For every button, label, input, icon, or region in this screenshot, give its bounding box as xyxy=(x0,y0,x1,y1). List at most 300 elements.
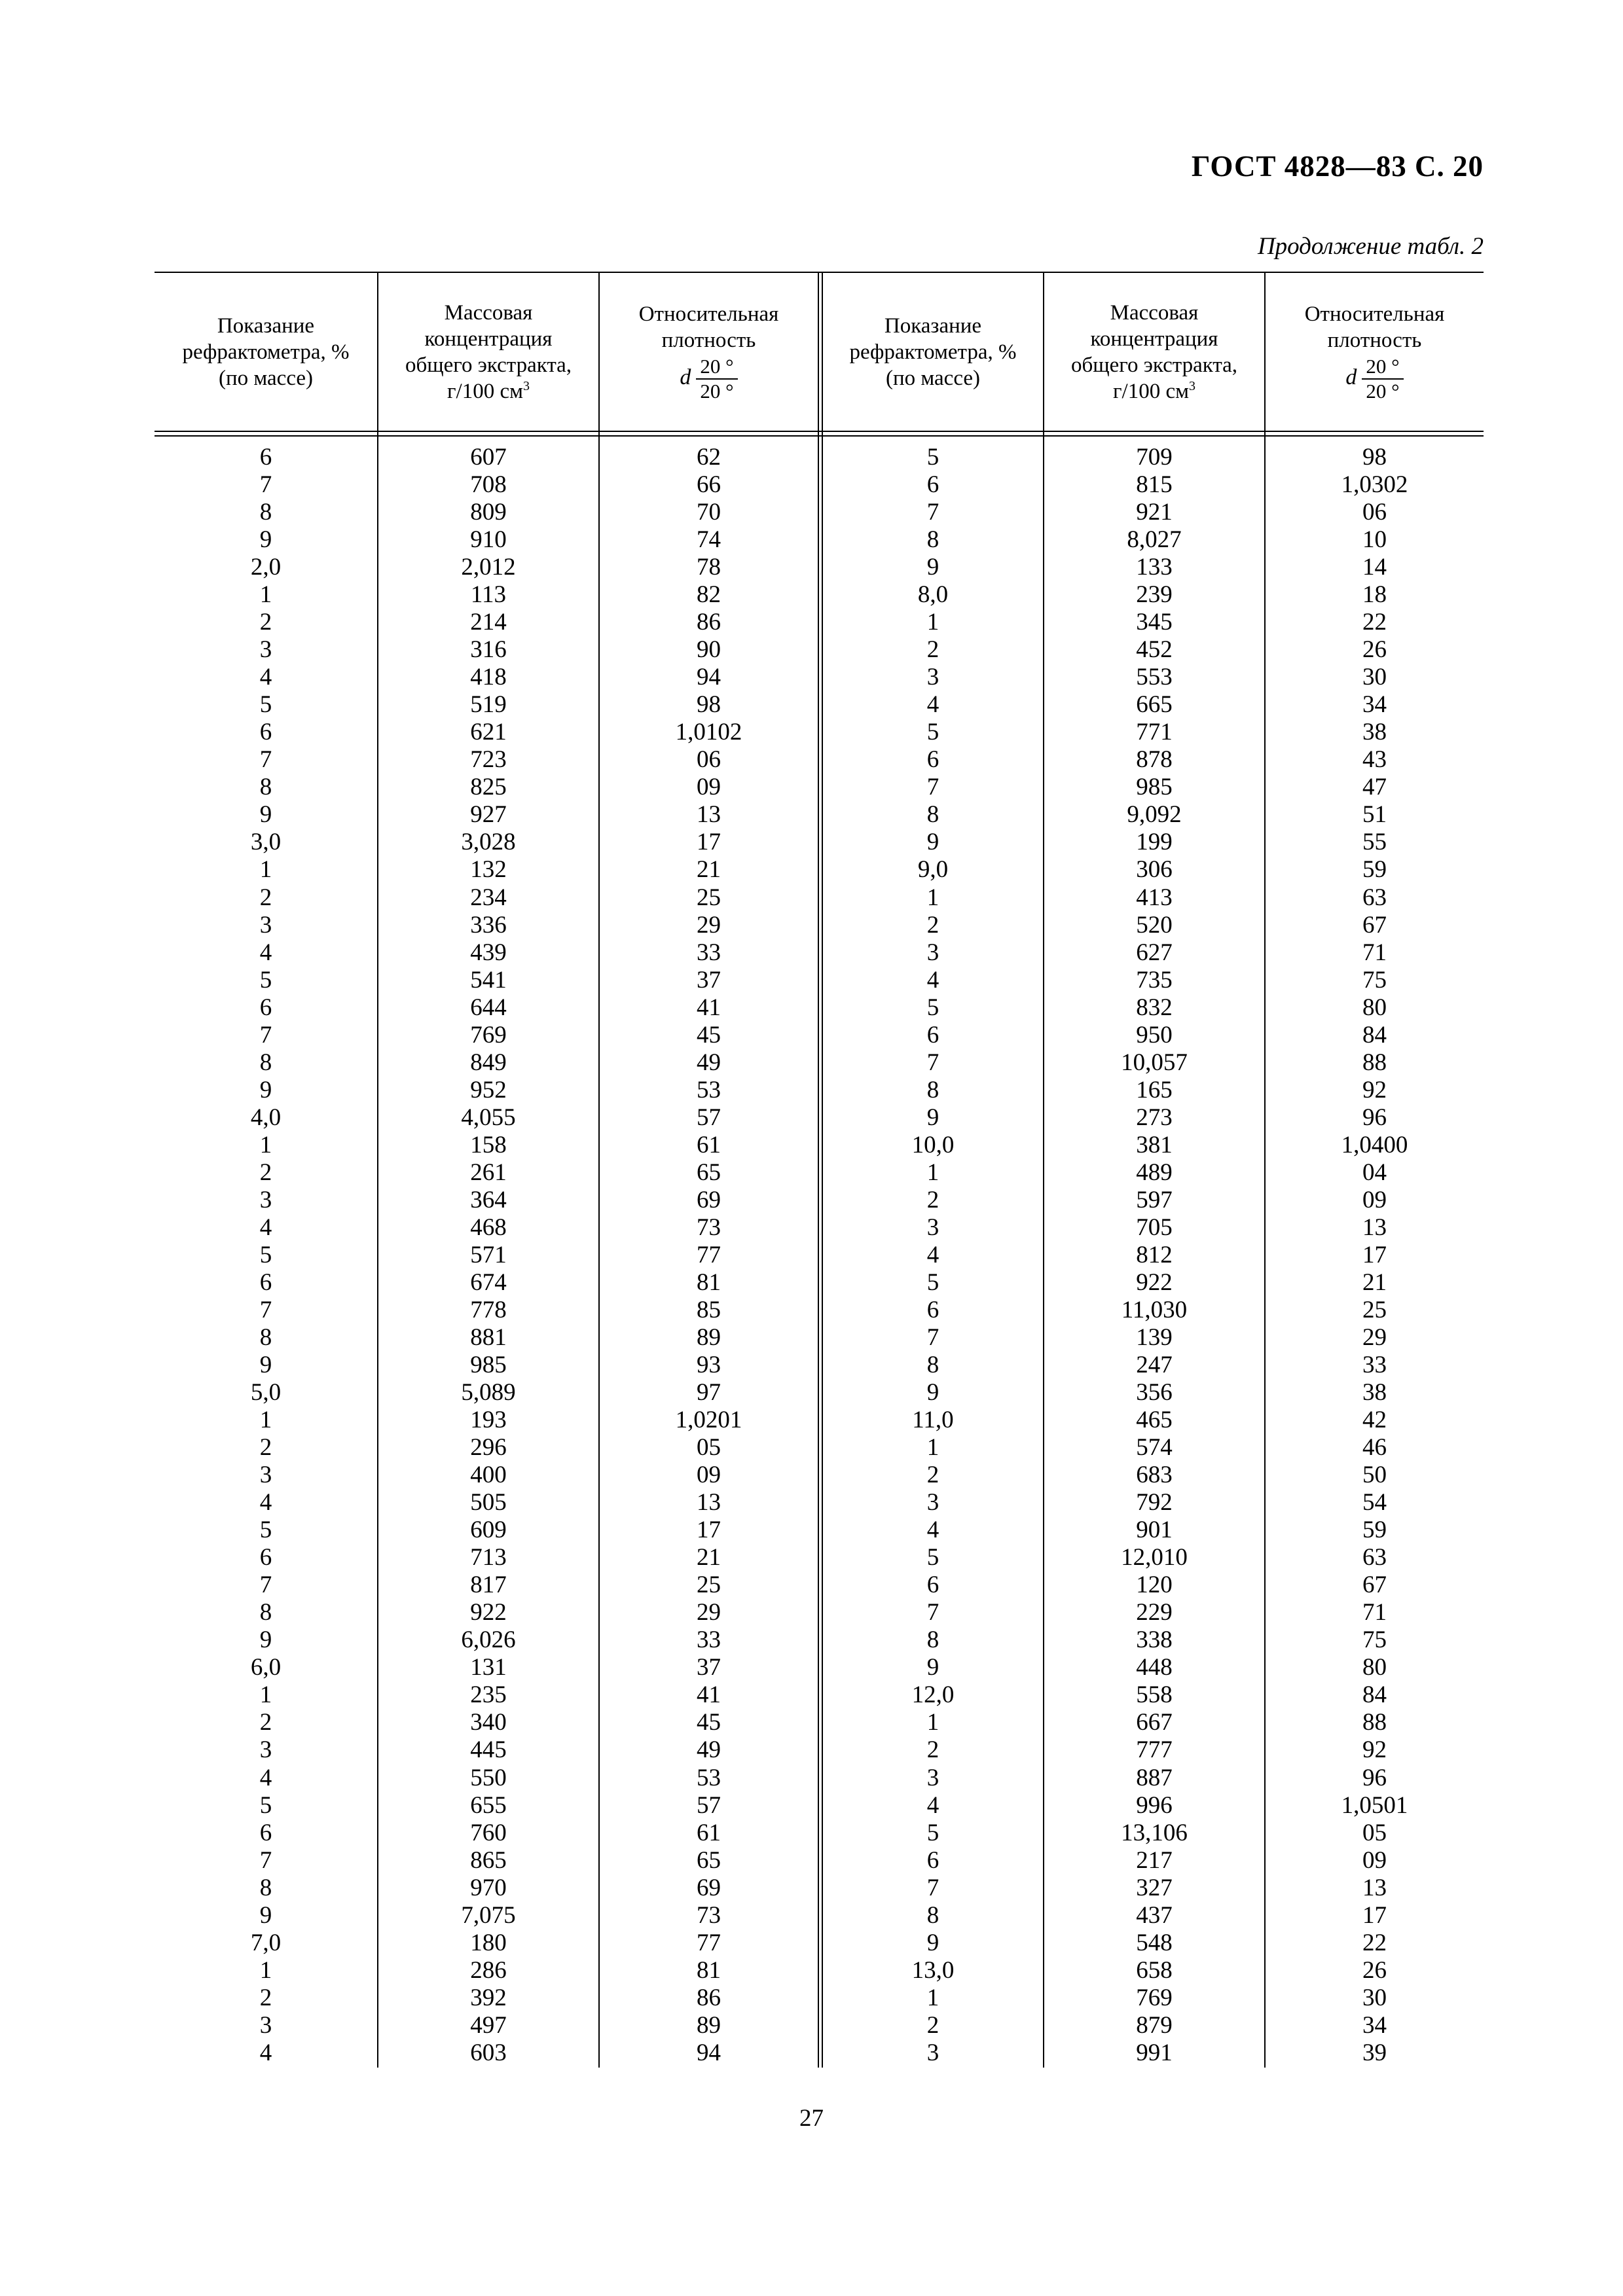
table-cell: 1,0400 xyxy=(1341,1131,1408,1158)
table-cell: 1 xyxy=(259,581,272,609)
table-cell: 26 xyxy=(1362,636,1387,664)
table-cell: 10,0 xyxy=(911,1131,955,1158)
table-cell: 84 xyxy=(1362,1021,1387,1049)
table-cell: 887 xyxy=(1136,1764,1173,1791)
table-cell: 55 xyxy=(1362,829,1387,856)
table-cell: 7 xyxy=(259,1571,272,1599)
table-cell: 2 xyxy=(259,884,272,911)
table-cell: 45 xyxy=(697,1709,721,1736)
table-cell: 71 xyxy=(1362,1599,1387,1626)
header-line: Относительная xyxy=(638,302,779,326)
table-cell: 29 xyxy=(1362,1324,1387,1351)
table-cell: 815 xyxy=(1136,471,1173,499)
header-line: рефрактометра, % xyxy=(182,340,350,364)
table-cell: 77 xyxy=(697,1929,721,1956)
table-cell: 4 xyxy=(926,691,939,719)
table-cell: 229 xyxy=(1136,1599,1173,1626)
table-cell: 2 xyxy=(259,1158,272,1186)
density-table xyxy=(155,272,1484,2068)
table-cell: 14 xyxy=(1362,554,1387,581)
document-title: ГОСТ 4828—83 С. 20 xyxy=(1191,150,1484,183)
table-cell: 30 xyxy=(1362,664,1387,691)
table-cell: 9 xyxy=(259,1352,272,1379)
table-cell: 33 xyxy=(697,1626,721,1654)
table-cell: 910 xyxy=(470,526,507,554)
table-cell: 29 xyxy=(697,1599,721,1626)
table-cell: 7,075 xyxy=(461,1901,516,1929)
table-cell: 413 xyxy=(1136,884,1173,911)
table-cell: 8 xyxy=(259,499,272,526)
table-cell: 952 xyxy=(470,1076,507,1103)
table-cell: 4 xyxy=(926,1791,939,1819)
table-cell: 418 xyxy=(470,664,507,691)
column-density-right xyxy=(1266,444,1484,2067)
table-cell: 7 xyxy=(926,499,939,526)
table-cell: 90 xyxy=(697,636,721,664)
table-cell: 25 xyxy=(697,1571,721,1599)
table-cell: 6 xyxy=(259,1268,272,1296)
table-cell: 683 xyxy=(1136,1462,1173,1489)
table-cell: 792 xyxy=(1136,1489,1173,1516)
table-cell: 452 xyxy=(1136,636,1173,664)
table-cell: 812 xyxy=(1136,1241,1173,1268)
table-cell: 1 xyxy=(259,1131,272,1158)
table-cell: 54 xyxy=(1362,1489,1387,1516)
table-cell: 927 xyxy=(470,801,507,829)
table-cell: 3 xyxy=(926,1489,939,1516)
table-cell: 70 xyxy=(697,499,721,526)
table-cell: 1,0201 xyxy=(675,1407,742,1434)
table-cell: 832 xyxy=(1136,994,1173,1021)
table-cell: 29 xyxy=(697,911,721,939)
table-cell: 1 xyxy=(259,856,272,884)
table-cell: 621 xyxy=(470,719,507,746)
table-cell: 520 xyxy=(1136,911,1173,939)
center-divider-left xyxy=(818,272,819,2068)
table-cell: 84 xyxy=(1362,1681,1387,1709)
table-cell: 09 xyxy=(1362,1186,1387,1213)
fraction-denominator: 20 ° xyxy=(1366,379,1400,403)
table-cell: 247 xyxy=(1136,1352,1173,1379)
table-cell: 26 xyxy=(1362,1956,1387,1984)
table-cell: 627 xyxy=(1136,939,1173,966)
table-cell: 922 xyxy=(470,1599,507,1626)
table-cell: 06 xyxy=(697,746,721,774)
table-cell: 22 xyxy=(1362,609,1387,636)
table-cell: 75 xyxy=(1362,1626,1387,1654)
table-cell: 17 xyxy=(1362,1241,1387,1268)
table-cell: 13,0 xyxy=(911,1956,955,1984)
unit-text: г/100 см xyxy=(447,379,523,403)
table-cell: 8 xyxy=(259,1049,272,1076)
table-cell: 6 xyxy=(259,1819,272,1846)
table-cell: 34 xyxy=(1362,2011,1387,2039)
table-cell: 865 xyxy=(470,1846,507,1874)
table-cell: 708 xyxy=(470,471,507,499)
table-cell: 3 xyxy=(259,636,272,664)
table-cell: 9 xyxy=(926,1654,939,1681)
table-cell: 8 xyxy=(926,1626,939,1654)
fraction-numerator: 20 ° xyxy=(1362,355,1403,380)
table-cell: 541 xyxy=(470,966,507,994)
table-cell: 345 xyxy=(1136,609,1173,636)
column-density-left xyxy=(600,444,818,2067)
table-cell: 7 xyxy=(926,1049,939,1076)
table-cell: 392 xyxy=(470,1984,507,2011)
table-cell: 69 xyxy=(697,1186,721,1213)
table-cell: 5 xyxy=(259,966,272,994)
table-cell: 42 xyxy=(1362,1407,1387,1434)
table-cell: 4 xyxy=(259,1213,272,1241)
table-cell: 2,0 xyxy=(250,554,282,581)
table-cell: 09 xyxy=(697,774,721,801)
table-cell: 5 xyxy=(259,691,272,719)
table-cell: 7 xyxy=(259,1296,272,1323)
table-cell: 505 xyxy=(470,1489,507,1516)
table-cell: 996 xyxy=(1136,1791,1173,1819)
table-cell: 4,055 xyxy=(461,1103,516,1131)
table-cell: 89 xyxy=(697,1324,721,1351)
table-cell: 296 xyxy=(470,1434,507,1462)
page-number: 27 xyxy=(799,2105,824,2132)
table-cell: 34 xyxy=(1362,691,1387,719)
table-cell: 13 xyxy=(697,801,721,829)
table-cell: 336 xyxy=(470,911,507,939)
table-cell: 71 xyxy=(1362,939,1387,966)
unit-superscript: 3 xyxy=(1188,378,1195,393)
table-cell: 2 xyxy=(926,2011,939,2039)
table-cell: 9 xyxy=(926,1929,939,1956)
table-cell: 878 xyxy=(1136,746,1173,774)
table-cell: 10 xyxy=(1362,526,1387,554)
table-cell: 53 xyxy=(697,1764,721,1791)
table-cell: 713 xyxy=(470,1544,507,1571)
table-cell: 1,0102 xyxy=(675,719,742,746)
table-cell: 69 xyxy=(697,1874,721,1901)
table-cell: 13,106 xyxy=(1121,1819,1188,1846)
table-cell: 61 xyxy=(697,1131,721,1158)
table-cell: 400 xyxy=(470,1462,507,1489)
table-cell: 8 xyxy=(259,1874,272,1901)
table-cell: 49 xyxy=(697,1736,721,1764)
table-cell: 17 xyxy=(697,829,721,856)
table-cell: 94 xyxy=(697,2039,721,2066)
table-cell: 5 xyxy=(926,444,939,471)
table-cell: 94 xyxy=(697,664,721,691)
table-cell: 43 xyxy=(1362,746,1387,774)
table-cell: 5,0 xyxy=(250,1379,282,1407)
table-cell: 286 xyxy=(470,1956,507,1984)
table-cell: 306 xyxy=(1136,856,1173,884)
density-symbol: d xyxy=(1345,365,1357,389)
table-cell: 2 xyxy=(926,1186,939,1213)
table-cell: 3 xyxy=(259,1736,272,1764)
table-cell: 607 xyxy=(470,444,507,471)
table-cell: 445 xyxy=(470,1736,507,1764)
table-cell: 6 xyxy=(259,994,272,1021)
table-cell: 38 xyxy=(1362,1379,1387,1407)
table-cell: 3 xyxy=(259,2011,272,2039)
table-cell: 5,089 xyxy=(461,1379,516,1407)
table-cell: 6,0 xyxy=(250,1654,282,1681)
header-line: рефрактометра, % xyxy=(849,340,1017,364)
table-cell: 7 xyxy=(259,471,272,499)
table-cell: 05 xyxy=(697,1434,721,1462)
table-cell: 74 xyxy=(697,526,721,554)
table-cell: 30 xyxy=(1362,1984,1387,2011)
table-cell: 73 xyxy=(697,1901,721,1929)
table-cell: 1,0302 xyxy=(1341,471,1408,499)
table-cell: 8 xyxy=(926,1352,939,1379)
table-cell: 6 xyxy=(926,1021,939,1049)
table-cell: 98 xyxy=(1362,444,1387,471)
table-cell: 217 xyxy=(1136,1846,1173,1874)
table-cell: 2 xyxy=(926,1736,939,1764)
table-cell: 1 xyxy=(926,884,939,911)
table-cell: 817 xyxy=(470,1571,507,1599)
table-cell: 1 xyxy=(926,1984,939,2011)
table-cell: 21 xyxy=(1362,1268,1387,1296)
table-cell: 8 xyxy=(259,1599,272,1626)
header-refractometer-right xyxy=(823,272,1043,432)
table-cell: 235 xyxy=(470,1681,507,1709)
table-cell: 9 xyxy=(926,554,939,581)
density-formula xyxy=(1345,355,1403,403)
table-cell: 437 xyxy=(1136,1901,1173,1929)
density-fraction xyxy=(696,355,737,403)
header-refractometer-left xyxy=(155,272,377,432)
table-cell: 6 xyxy=(259,444,272,471)
table-cell: 45 xyxy=(697,1021,721,1049)
table-cell: 3 xyxy=(926,2039,939,2066)
table-cell: 644 xyxy=(470,994,507,1021)
table-cell: 73 xyxy=(697,1213,721,1241)
table-cell: 133 xyxy=(1136,554,1173,581)
table-cell: 7 xyxy=(926,1874,939,1901)
header-line-unit xyxy=(1113,378,1195,404)
table-cell: 13 xyxy=(1362,1874,1387,1901)
table-cell: 2 xyxy=(259,1709,272,1736)
header-line: плотность xyxy=(661,328,756,352)
table-cell: 132 xyxy=(470,856,507,884)
table-cell: 1 xyxy=(926,1709,939,1736)
table-cell: 49 xyxy=(697,1049,721,1076)
fraction-denominator: 20 ° xyxy=(700,379,734,403)
table-cell: 2 xyxy=(259,1434,272,1462)
table-cell: 5 xyxy=(926,994,939,1021)
table-cell: 4 xyxy=(259,664,272,691)
table-cell: 62 xyxy=(697,444,721,471)
table-cell: 519 xyxy=(470,691,507,719)
table-cell: 65 xyxy=(697,1158,721,1186)
table-cell: 2 xyxy=(926,636,939,664)
table-cell: 46 xyxy=(1362,1434,1387,1462)
table-cell: 6 xyxy=(259,1544,272,1571)
table-cell: 11,030 xyxy=(1121,1296,1188,1323)
density-symbol: d xyxy=(680,365,691,389)
table-cell: 6 xyxy=(926,746,939,774)
table-cell: 849 xyxy=(470,1049,507,1076)
table-cell: 5 xyxy=(926,1819,939,1846)
table-cell: 239 xyxy=(1136,581,1173,609)
table-cell: 4,0 xyxy=(250,1103,282,1131)
table-cell: 47 xyxy=(1362,774,1387,801)
table-cell: 3 xyxy=(926,939,939,966)
table-cell: 61 xyxy=(697,1819,721,1846)
header-concentration-left xyxy=(378,272,598,432)
table-cell: 234 xyxy=(470,884,507,911)
table-cell: 3 xyxy=(926,1764,939,1791)
table-cell: 985 xyxy=(470,1352,507,1379)
header-line: Показание xyxy=(884,314,982,338)
density-formula xyxy=(680,355,737,403)
table-cell: 67 xyxy=(1362,1571,1387,1599)
density-fraction xyxy=(1362,355,1403,403)
unit-text: г/100 см xyxy=(1113,379,1189,403)
table-cell: 7 xyxy=(259,746,272,774)
table-cell: 41 xyxy=(697,1681,721,1709)
table-cell: 4 xyxy=(259,939,272,966)
table-cell: 356 xyxy=(1136,1379,1173,1407)
table-cell: 37 xyxy=(697,966,721,994)
table-cell: 658 xyxy=(1136,1956,1173,1984)
table-cell: 4 xyxy=(259,2039,272,2066)
table-cell: 4 xyxy=(259,1489,272,1516)
header-line: Массовая xyxy=(444,300,533,325)
table-cell: 86 xyxy=(697,1984,721,2011)
table-cell: 9 xyxy=(259,526,272,554)
table-cell: 120 xyxy=(1136,1571,1173,1599)
header-line: общего экстракта, xyxy=(1070,353,1238,377)
table-cell: 7 xyxy=(926,1599,939,1626)
table-cell: 1 xyxy=(926,1158,939,1186)
table-cell: 82 xyxy=(697,581,721,609)
table-cell: 991 xyxy=(1136,2039,1173,2066)
table-cell: 80 xyxy=(1362,994,1387,1021)
table-cell: 5 xyxy=(926,719,939,746)
table-cell: 468 xyxy=(470,1213,507,1241)
table-cell: 3 xyxy=(926,664,939,691)
table-cell: 4 xyxy=(926,1516,939,1544)
table-cell: 2 xyxy=(259,1984,272,2011)
table-cell: 316 xyxy=(470,636,507,664)
table-cell: 8,027 xyxy=(1127,526,1182,554)
table-cell: 80 xyxy=(1362,1654,1387,1681)
table-cell: 97 xyxy=(697,1379,721,1407)
table-cell: 05 xyxy=(1362,1819,1387,1846)
table-cell: 769 xyxy=(1136,1984,1173,2011)
header-line: (по массе) xyxy=(218,366,314,390)
table-cell: 7 xyxy=(926,1324,939,1351)
table-cell: 63 xyxy=(1362,884,1387,911)
column-concentration-right xyxy=(1044,444,1264,2067)
table-cell: 93 xyxy=(697,1352,721,1379)
table-cell: 9,092 xyxy=(1127,801,1182,829)
table-cell: 921 xyxy=(1136,499,1173,526)
table-cell: 81 xyxy=(697,1956,721,1984)
table-cell: 439 xyxy=(470,939,507,966)
table-cell: 6 xyxy=(259,719,272,746)
table-cell: 96 xyxy=(1362,1103,1387,1131)
table-cell: 7,0 xyxy=(250,1929,282,1956)
table-cell: 9 xyxy=(259,1901,272,1929)
table-cell: 901 xyxy=(1136,1516,1173,1544)
table-cell: 1 xyxy=(926,1434,939,1462)
table-cell: 9 xyxy=(259,801,272,829)
table-cell: 381 xyxy=(1136,1131,1173,1158)
table-cell: 548 xyxy=(1136,1929,1173,1956)
table-cell: 6 xyxy=(926,1296,939,1323)
table-cell: 88 xyxy=(1362,1049,1387,1076)
table-cell: 3 xyxy=(259,1186,272,1213)
table-cell: 5 xyxy=(259,1241,272,1268)
table-cell: 50 xyxy=(1362,1462,1387,1489)
table-cell: 950 xyxy=(1136,1021,1173,1049)
table-cell: 922 xyxy=(1136,1268,1173,1296)
table-cell: 8 xyxy=(926,526,939,554)
table-cell: 25 xyxy=(1362,1296,1387,1323)
table-cell: 465 xyxy=(1136,1407,1173,1434)
table-cell: 7 xyxy=(259,1021,272,1049)
table-cell: 22 xyxy=(1362,1929,1387,1956)
table-cell: 5 xyxy=(926,1268,939,1296)
table-cell: 57 xyxy=(697,1791,721,1819)
table-cell: 5 xyxy=(926,1544,939,1571)
table-cell: 655 xyxy=(470,1791,507,1819)
table-cell: 8 xyxy=(926,1901,939,1929)
table-cell: 705 xyxy=(1136,1213,1173,1241)
table-cell: 25 xyxy=(697,884,721,911)
table-cell: 574 xyxy=(1136,1434,1173,1462)
unit-superscript: 3 xyxy=(522,378,530,393)
table-cell: 809 xyxy=(470,499,507,526)
table-cell: 550 xyxy=(470,1764,507,1791)
table-cell: 261 xyxy=(470,1158,507,1186)
header-line: концентрация xyxy=(424,327,553,351)
table-cell: 158 xyxy=(470,1131,507,1158)
table-cell: 3 xyxy=(259,911,272,939)
table-cell: 364 xyxy=(470,1186,507,1213)
table-cell: 65 xyxy=(697,1846,721,1874)
table-cell: 777 xyxy=(1136,1736,1173,1764)
table-cell: 665 xyxy=(1136,691,1173,719)
table-cell: 1 xyxy=(259,1956,272,1984)
table-cell: 6 xyxy=(926,1571,939,1599)
table-cell: 553 xyxy=(1136,664,1173,691)
table-cell: 180 xyxy=(470,1929,507,1956)
table-cell: 139 xyxy=(1136,1324,1173,1351)
table-cell: 8 xyxy=(926,801,939,829)
table-cell: 769 xyxy=(470,1021,507,1049)
table-cell: 6 xyxy=(926,1846,939,1874)
table-cell: 2 xyxy=(259,609,272,636)
table-cell: 9 xyxy=(926,1379,939,1407)
table-cell: 8 xyxy=(259,1324,272,1351)
table-cell: 17 xyxy=(1362,1901,1387,1929)
table-cell: 2,012 xyxy=(461,554,516,581)
table-cell: 04 xyxy=(1362,1158,1387,1186)
header-line: Массовая xyxy=(1110,300,1199,325)
table-cell: 489 xyxy=(1136,1158,1173,1186)
table-cell: 131 xyxy=(470,1654,507,1681)
header-density-left xyxy=(600,272,818,432)
table-cell: 735 xyxy=(1136,966,1173,994)
column-reading-right xyxy=(823,444,1043,2067)
table-cell: 86 xyxy=(697,609,721,636)
table-cell: 881 xyxy=(470,1324,507,1351)
table-cell: 13 xyxy=(1362,1213,1387,1241)
table-cell: 571 xyxy=(470,1241,507,1268)
